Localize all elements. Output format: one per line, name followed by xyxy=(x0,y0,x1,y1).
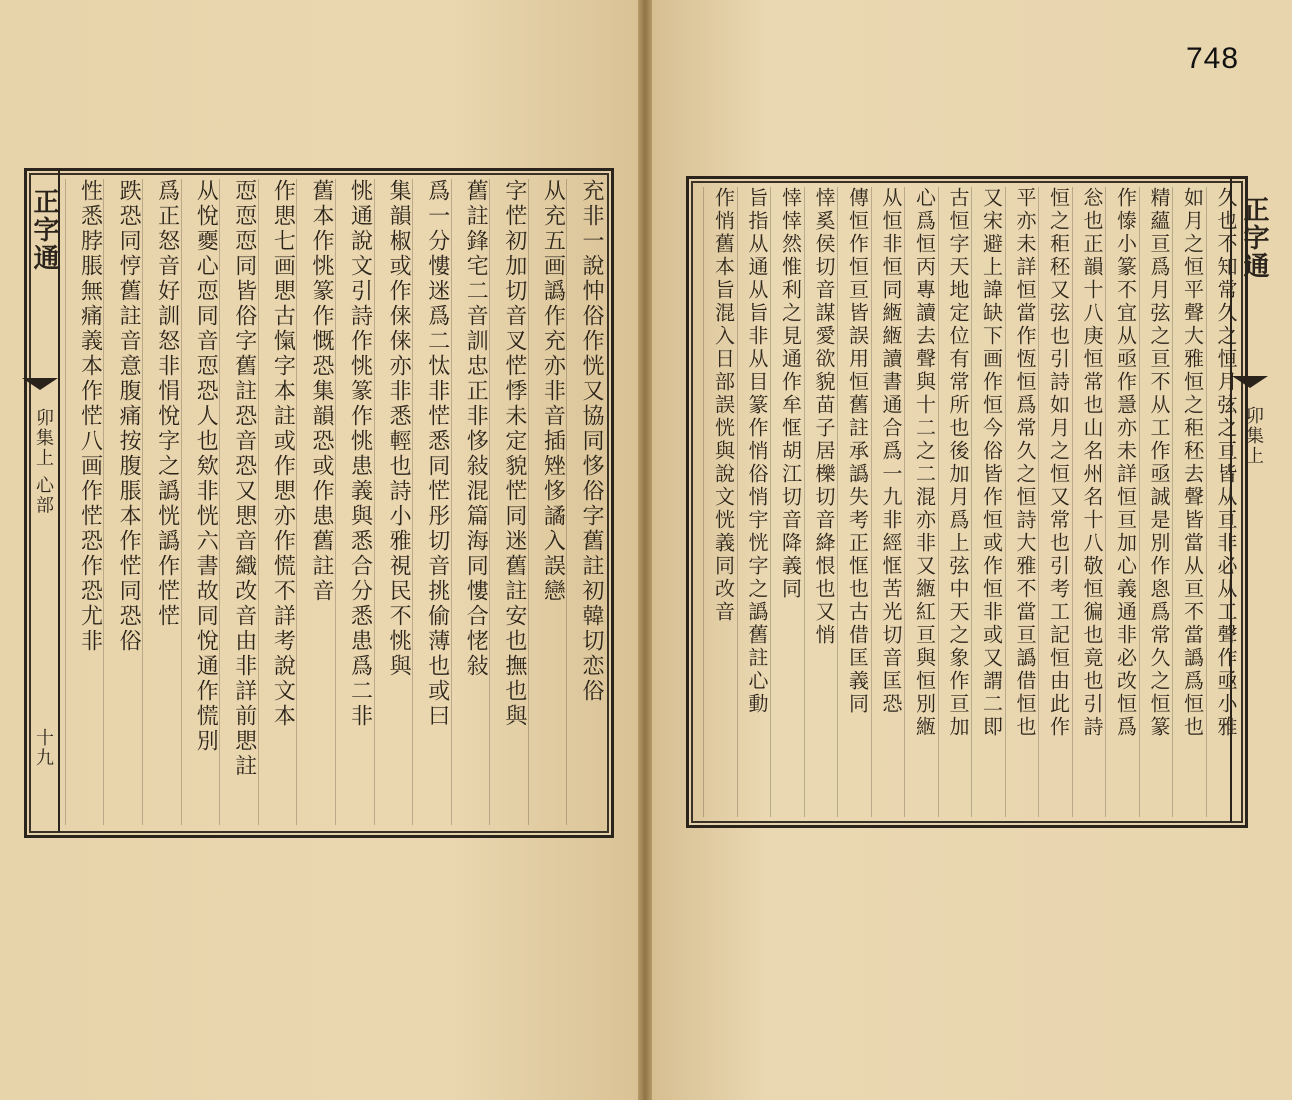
text-column: 悻奚侯切音謀愛欲貌苗子居櫟切音絳恨也又悄 xyxy=(804,187,838,817)
text-column: 精蘊亘爲月弦之亘不从工作亟誠是別作恖爲常久之恒篆 xyxy=(1139,187,1173,817)
right-strip-title: 正字通 xyxy=(1239,196,1269,280)
fishtail-icon xyxy=(1232,376,1268,388)
text-column: 心爲恒丙專讀去聲與十二之二混亦非又緪紅亘與恒別緪 xyxy=(904,187,938,817)
right-text-columns xyxy=(703,187,1239,817)
text-column: 忩也正韻十八庚恒常也山名州名十八敬恒徧也竟也引詩 xyxy=(1072,187,1106,817)
text-column: 舊註鋒宅二音訓忠正非恀敍混篇海同慺合恅敍 xyxy=(451,179,490,825)
right-strip-text: 卯集上 xyxy=(1243,406,1264,466)
text-column: 又宋避上諱缺下画作恒今俗皆作恒或作恒非或又謂二即 xyxy=(971,187,1005,817)
fishtail-icon xyxy=(22,378,58,390)
text-column: 古恒字天地定位有常所也後加月爲上弦中天之象作亘加 xyxy=(938,187,972,817)
left-banxin-strip xyxy=(22,168,60,832)
text-column: 旨指从通从旨非从目篆作悄俗悄宇恍字之譌舊註心動 xyxy=(737,187,771,817)
text-column: 跌恐同悙舊註音意腹痛按腹脹本作恾同恐俗 xyxy=(103,179,142,825)
left-strip-text: 卯集上 心部 xyxy=(33,408,54,516)
page-number: 748 xyxy=(1186,42,1240,75)
text-column: 恧恧恧同皆俗字舊註恐音恐又愳音織改音由非詳前愳註 xyxy=(219,179,258,825)
text-column: 从充五画譌作充亦非音插矬恀譎入誤戀 xyxy=(528,179,567,825)
left-strip-title: 正字通 xyxy=(29,188,59,272)
text-column: 字恾初加切音叉恾悸未定貌恾同迷舊註安也撫也與 xyxy=(489,179,528,825)
text-column: 作悄舊本旨混入日部誤恍與說文恍義同改音 xyxy=(703,187,737,817)
text-column: 集韻椒或作俫俫亦非悉輕也詩小雅視民不恌與 xyxy=(374,179,413,825)
text-column: 如月之恒平聲大雅恒之秬秠去聲皆當从亘不當譌爲恒也 xyxy=(1172,187,1206,817)
text-column: 作愳七画愳古愾字本註或作愳亦作慌不詳考說文本 xyxy=(258,179,297,825)
text-column: 从恒非恒同緪緪讀書通合爲一九非經恇苦光切音匡恐 xyxy=(871,187,905,817)
text-column: 爲一分慺迷爲二忲非恾悉同恾彤切音挑偷薄也或曰 xyxy=(412,179,451,825)
text-column: 傳恒作恒亘皆誤用恒舊註承譌失考正恇也古借匡義同 xyxy=(837,187,871,817)
text-column: 作㥭小篆不宜从亟作㥯亦未詳恒亘加心義通非必改恒爲 xyxy=(1105,187,1139,817)
text-column: 性悉脖脹無痛義本作恾八画作恾恐作恐尤非 xyxy=(65,179,104,825)
text-column: 舊本作恌篆作慨恐集韻恐或作患舊註音 xyxy=(296,179,335,825)
text-column: 充非一說忡俗作恍又協同恀俗字舊註初韓切恋俗 xyxy=(566,179,605,825)
text-column: 平亦未詳恒當作恆恒爲常久之恒詩大雅不當亘譌借恒也 xyxy=(1005,187,1039,817)
right-banxin-strip xyxy=(1230,176,1268,822)
left-folio: 十九 xyxy=(33,728,54,768)
text-column: 恒之秬秠又弦也引詩如月之恒又常也引考工記恒由此作 xyxy=(1038,187,1072,817)
left-text-columns xyxy=(65,179,605,825)
text-column: 久也不知常久之恒月弦之亘皆从亘非必从工聲作亟小雅 xyxy=(1206,187,1240,817)
text-column: 从悅夒心恧同音恧恐人也欸非恍六書故同悅通作慌別 xyxy=(181,179,220,825)
text-column: 悻悻然惟利之見通作牟恇胡江切音降義同 xyxy=(770,187,804,817)
left-text-frame xyxy=(24,168,614,838)
text-column: 爲正怒音好訓怒非悁悅字之譌恍譌作恾恾 xyxy=(142,179,181,825)
book-gutter xyxy=(638,0,652,1100)
text-column: 恌通說文引詩作恌篆作恌患義與悉合分悉患爲二非 xyxy=(335,179,374,825)
right-text-frame xyxy=(686,176,1248,828)
